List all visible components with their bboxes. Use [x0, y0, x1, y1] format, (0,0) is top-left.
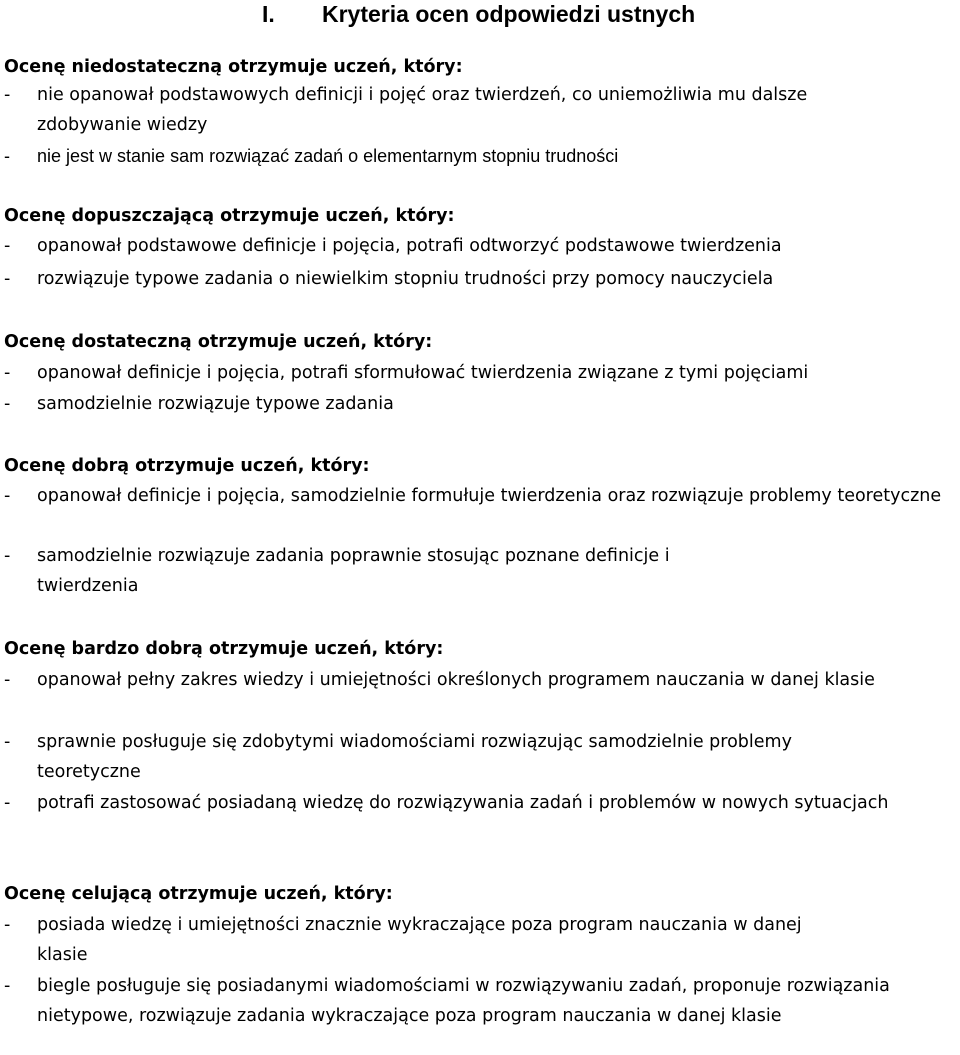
list-dash: - — [4, 269, 11, 289]
list-dash: - — [4, 670, 11, 690]
list-item: - opanował podstawowe definicje i pojęcia, potrafi odtworzyć podstawowe twierdzenia — [4, 231, 954, 261]
list-dash: - — [4, 546, 11, 566]
list-item: - rozwiązuje typowe zadania o niewielkim stopniu trudności przy pomocy nauczyciela — [4, 264, 954, 294]
section-heading-dostateczna: Ocenę dostateczną otrzymuje uczeń, który: — [4, 332, 433, 352]
list-item: - opanował definicje i pojęcia, samodzielnie formułuje twierdzenia oraz rozwiązuje problemy teoretyczne — [4, 481, 954, 511]
list-item: - potrafi zastosować posiadaną wiedzę do rozwiązywania zadań i problemów w nowych sytuacjach — [4, 788, 954, 818]
title-text: Kryteria ocen odpowiedzi ustnych — [322, 1, 696, 27]
section-heading-celujaca: Ocenę celującą otrzymuje uczeń, który: — [4, 884, 393, 904]
list-item: - opanował pełny zakres wiedzy i umiejętności określonych programem nauczania w danej klasie — [4, 665, 954, 695]
list-item: - nie jest w stanie sam rozwiązać zadań o elementarnym stopniu trudności — [4, 141, 954, 171]
list-dash: - — [4, 793, 11, 813]
list-item: - sprawnie posługuje się zdobytymi wiadomościami rozwiązując samodzielnie problemy teoretyczne — [4, 727, 954, 787]
section-heading-dobra: Ocenę dobrą otrzymuje uczeń, który: — [4, 456, 370, 476]
list-dash: - — [4, 146, 10, 166]
list-item: - posiada wiedzę i umiejętności znacznie wykraczające poza program nauczania w danej klasie — [4, 910, 954, 970]
list-dash: - — [4, 915, 11, 935]
list-dash: - — [4, 976, 11, 996]
list-dash: - — [4, 394, 11, 414]
list-dash: - — [4, 486, 11, 506]
list-dash: - — [4, 236, 11, 256]
list-item: - samodzielnie rozwiązuje typowe zadania — [4, 389, 954, 419]
list-dash: - — [4, 732, 11, 752]
list-item: - biegle posługuje się posiadanymi wiadomościami w rozwiązywaniu zadań, proponuje rozwiązania nietypowe, rozwiązuje zadania wykraczające poza program nauczania w danej klasie — [4, 971, 954, 1031]
section-heading-niedostateczna: Ocenę niedostateczną otrzymuje uczeń, który: — [4, 57, 463, 77]
list-item: - samodzielnie rozwiązuje zadania poprawnie stosując poznane definicje i twierdzenia — [4, 541, 954, 601]
title-number: I. — [262, 1, 275, 27]
document-title — [262, 0, 695, 28]
section-heading-bardzo-dobra: Ocenę bardzo dobrą otrzymuje uczeń, który: — [4, 639, 444, 659]
list-dash: - — [4, 85, 11, 105]
list-item: - opanował definicje i pojęcia, potrafi sformułować twierdzenia związane z tymi pojęciami — [4, 358, 954, 388]
list-dash: - — [4, 363, 11, 383]
list-item: - nie opanował podstawowych definicji i pojęć oraz twierdzeń, co uniemożliwia mu dalsze zdobywanie wiedzy — [4, 80, 954, 140]
section-heading-dopuszczajaca: Ocenę dopuszczającą otrzymuje uczeń, który: — [4, 206, 455, 226]
